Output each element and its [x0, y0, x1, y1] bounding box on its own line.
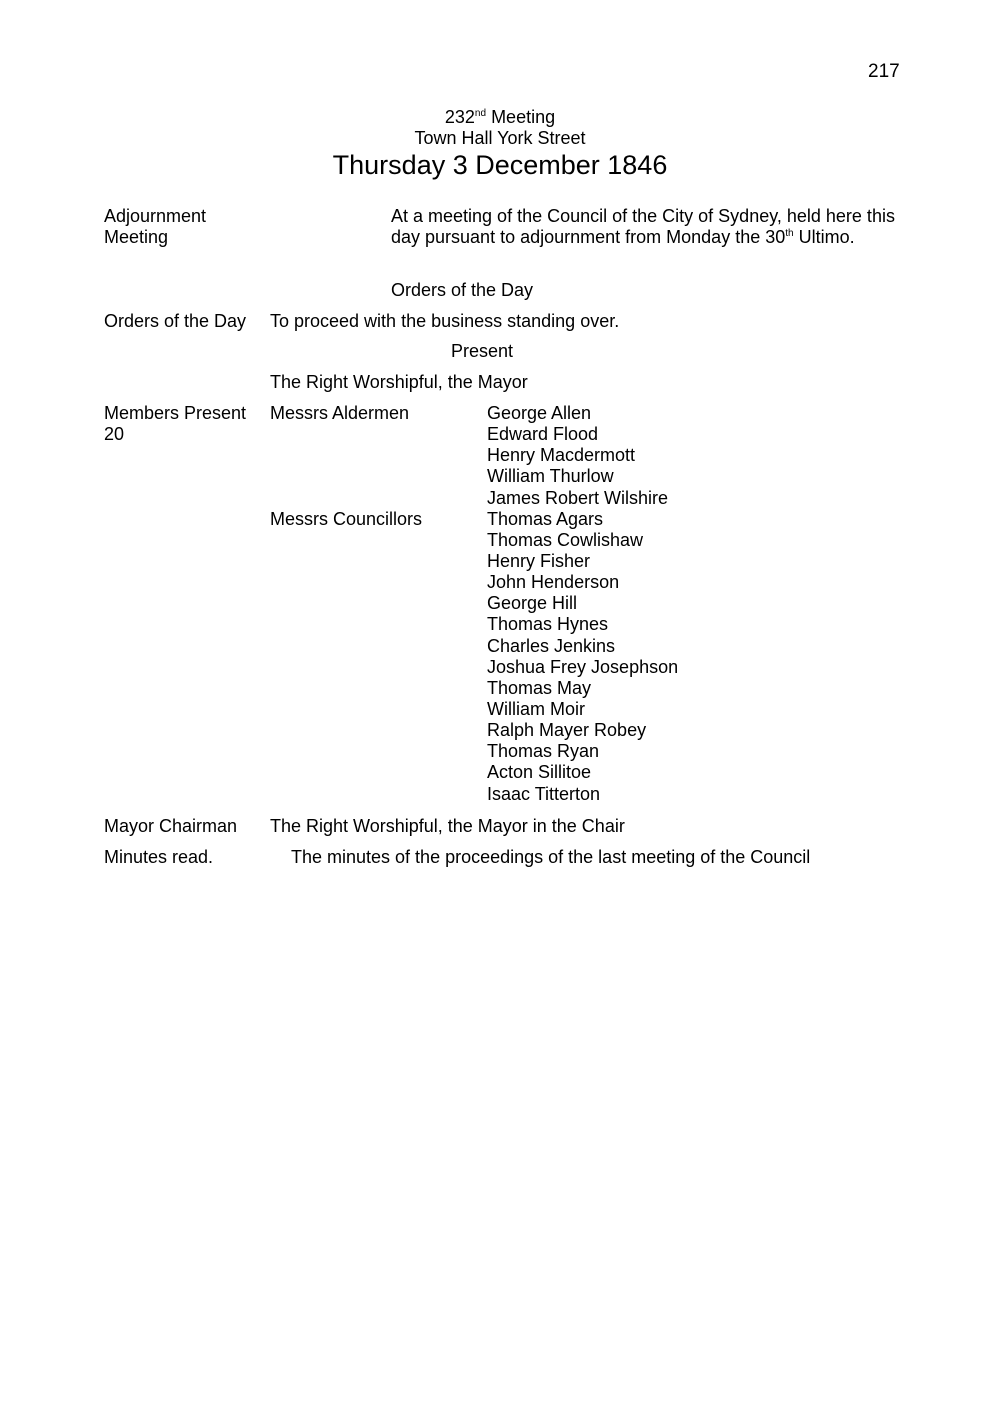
adjournment-text-line2-b: Ultimo.	[793, 227, 855, 247]
councillor-name: Thomas Hynes	[487, 614, 609, 635]
councillor-name: George Hill	[487, 593, 578, 614]
meeting-number-value: 232	[444, 107, 475, 127]
adjournment-text	[391, 206, 895, 248]
councillor-name: Thomas Agars	[487, 508, 604, 529]
minutes-text: The minutes of the proceedings of the last meeting of the Council	[291, 847, 811, 867]
minutes-label: Minutes read.	[104, 847, 214, 867]
adjournment-label	[104, 206, 206, 248]
alderman-name: Henry Macdermott	[487, 445, 636, 466]
adjournment-text-line2-a: day pursuant to adjournment from Monday the 30	[391, 227, 786, 247]
page-number: 217	[868, 61, 900, 82]
councillor-name: Charles Jenkins	[487, 635, 616, 656]
councillor-name: Thomas Ryan	[487, 741, 600, 762]
adjournment-label-line1: Adjournment	[104, 206, 207, 226]
councillor-name: Isaac Titterton	[487, 783, 601, 804]
chair-label: Mayor Chairman	[104, 816, 238, 836]
members-present-count: 20	[104, 424, 125, 444]
adjournment-label-line2: Meeting	[104, 227, 169, 247]
adjournment-text-line2	[391, 227, 895, 248]
adjournment-text-line1: At a meeting of the Council of the City of Sydney, held here this	[391, 206, 895, 226]
councillor-name: Ralph Mayer Robey	[487, 720, 647, 741]
present-mayor: The Right Worshipful, the Mayor	[270, 372, 528, 392]
orders-text: To proceed with the business standing over.	[270, 311, 620, 331]
members-name-list	[487, 403, 678, 805]
meeting-number-suffix: nd	[474, 108, 487, 119]
orders-heading: Orders of the Day	[391, 280, 534, 300]
meeting-date: Thursday 3 December 1846	[332, 150, 668, 180]
meeting-word: Meeting	[491, 107, 556, 127]
alderman-name: James Robert Wilshire	[487, 487, 669, 508]
councillor-name: Acton Sillitoe	[487, 762, 592, 783]
councillors-label: Messrs Councillors	[270, 509, 423, 529]
chair-text: The Right Worshipful, the Mayor in the Chair	[270, 816, 625, 836]
meeting-number	[0, 107, 1000, 128]
present-heading: Present	[451, 341, 514, 361]
councillor-name: Thomas Cowlishaw	[487, 529, 644, 550]
councillor-name: John Henderson	[487, 572, 620, 593]
meeting-venue: Town Hall York Street	[414, 128, 586, 148]
alderman-name: George Allen	[487, 403, 592, 423]
councillor-name: Thomas May	[487, 677, 592, 698]
members-present-label: Members Present	[104, 403, 247, 423]
councillor-name: Henry Fisher	[487, 550, 591, 571]
aldermen-label: Messrs Aldermen	[270, 403, 410, 423]
councillor-name: Joshua Frey Josephson	[487, 656, 679, 677]
adjournment-text-line2-sup: th	[785, 228, 794, 239]
councillor-name: William Moir	[487, 698, 585, 719]
alderman-name: Edward Flood	[487, 424, 599, 445]
alderman-name: William Thurlow	[487, 466, 614, 487]
orders-label: Orders of the Day	[104, 311, 247, 331]
